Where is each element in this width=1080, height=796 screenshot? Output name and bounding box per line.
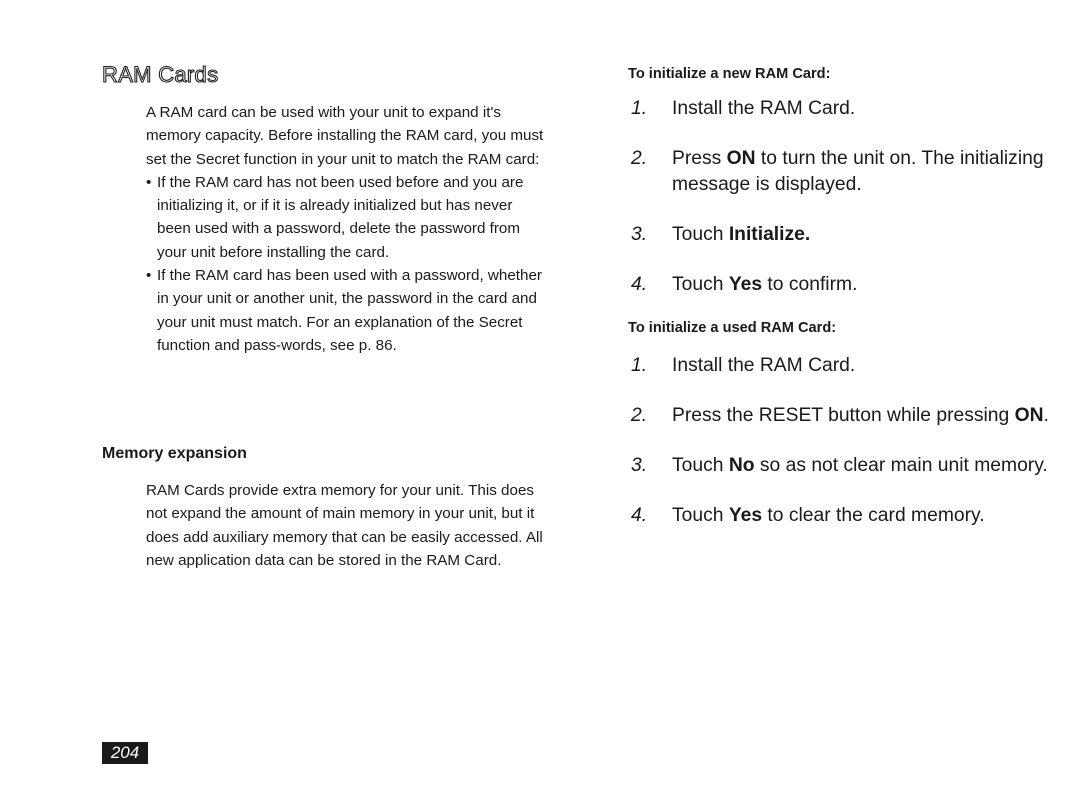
step-item xyxy=(628,272,1058,298)
step-text: Press the RESET button while pressing xyxy=(672,405,1015,426)
step-item xyxy=(628,222,1058,248)
new-card-heading: To initialize a new RAM Card: xyxy=(628,66,831,82)
step-keyword: Yes xyxy=(728,505,763,526)
step-number: 1. xyxy=(631,355,648,376)
step-number: 2. xyxy=(631,148,648,169)
bullet-list xyxy=(146,171,546,357)
step-number: 2. xyxy=(631,405,648,426)
step-text: so as not clear main unit memory. xyxy=(754,455,1048,476)
step-item xyxy=(628,353,1058,379)
step-number: 4. xyxy=(631,505,648,526)
step-item xyxy=(628,503,1058,529)
used-card-steps xyxy=(628,353,1058,553)
intro-section xyxy=(146,101,546,357)
memory-expansion-heading: Memory expansion xyxy=(102,445,247,462)
step-text: Touch xyxy=(672,273,729,295)
page-title: RAM Cards xyxy=(102,62,219,87)
step-text: . xyxy=(1043,405,1049,426)
bullet-item: • If the RAM card has been used with a password, whether in your unit or another unit, the password in the card and your unit must match. For an explanation of the Secret function and pass-words, see p. 86. xyxy=(146,264,546,357)
step-number: 4. xyxy=(631,273,648,295)
step-item xyxy=(628,96,1058,122)
step-number: 1. xyxy=(631,98,648,119)
step-item xyxy=(628,453,1058,479)
intro-paragraph: A RAM card can be used with your unit to expand it's memory capacity. Before installing the RAM card, you must set the Secret function in your unit to match the RAM card: xyxy=(146,104,544,168)
step-text: to clear the card memory. xyxy=(762,505,985,526)
step-text: Touch xyxy=(672,505,729,526)
step-text: Install the RAM Card. xyxy=(672,98,856,119)
step-text: Touch xyxy=(672,223,729,245)
step-text: Press xyxy=(672,148,727,169)
new-card-steps xyxy=(628,96,1058,322)
page-number: 204 xyxy=(102,742,148,764)
step-number: 3. xyxy=(631,223,648,245)
step-text: to turn the unit on. The initializing message is displayed. xyxy=(672,148,1044,195)
step-item xyxy=(628,146,1058,197)
step-text: Install the RAM Card. xyxy=(672,355,856,376)
step-keyword: Initialize. xyxy=(728,223,811,245)
step-keyword: No xyxy=(728,455,755,476)
step-number: 3. xyxy=(631,455,648,476)
step-text: to confirm. xyxy=(762,273,858,295)
bullet-item: • If the RAM card has not been used before and you are initializing it, or if it is already initialized but has never been used with a password, delete the password from your unit before installing the card. xyxy=(146,171,546,264)
step-keyword: ON xyxy=(726,148,756,169)
step-text: Touch xyxy=(672,455,729,476)
step-item xyxy=(628,403,1058,429)
memory-expansion-paragraph: RAM Cards provide extra memory for your unit. This does not expand the amount of main memory in your unit, but it does add auxiliary memory that can be easily accessed. All new application data can be stored in the RAM Card. xyxy=(146,482,543,569)
used-card-heading: To initialize a used RAM Card: xyxy=(628,320,837,336)
step-keyword: Yes xyxy=(728,273,763,295)
step-keyword: ON xyxy=(1014,405,1044,426)
